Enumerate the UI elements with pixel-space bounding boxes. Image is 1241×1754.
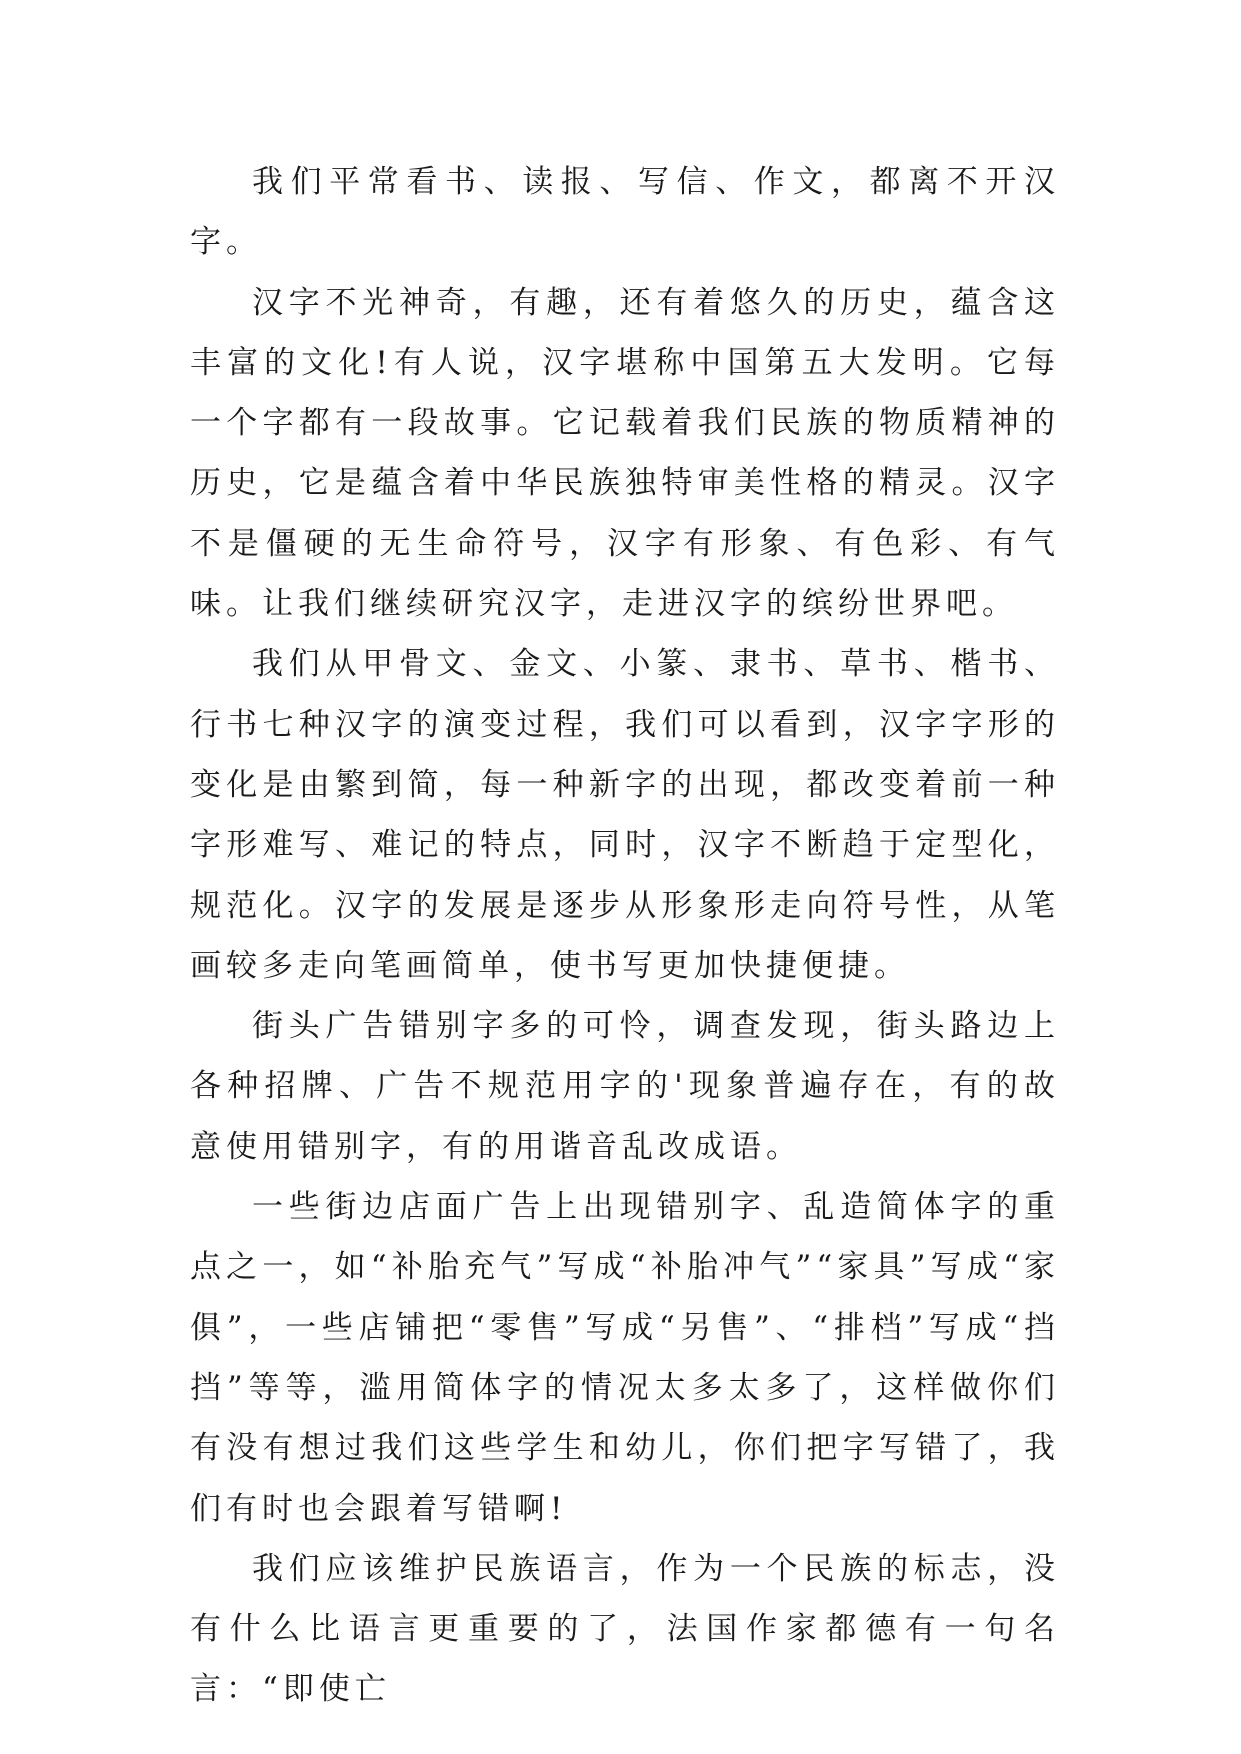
paragraph-1: 我们平常看书、读报、写信、作文，都离不开汉字。 — [190, 164, 1060, 261]
paragraph-5: 一些街边店面广告上出现错别字、乱造简体字的重点之一，如“补胎充气”写成“补胎冲气”“家具”写成“家俱”，一些店铺把“零售”写成“另售”、“排档”写成“挡挡”等等，滥用简体字的情况太多太多了，这样做你们有没有想过我们这些学生和幼儿，你们把字写错了，我们有时也会跟着写错啊! — [190, 1189, 1060, 1527]
paragraph-3: 我们从甲骨文、金文、小篆、隶书、草书、楷书、行书七种汉字的演变过程，我们可以看到，汉字字形的变化是由繁到简，每一种新字的出现，都改变着前一种字形难写、难记的特点，同时，汉字不断趋于定型化，规范化。汉字的发展是逐步从形象形走向符号性，从笔画较多走向笔画简单，使书写更加快捷便捷。 — [190, 646, 1060, 984]
paragraph-2: 汉字不光神奇，有趣，还有着悠久的历史，蕴含这丰富的文化!有人说，汉字堪称中国第五大发明。它每一个字都有一段故事。它记载着我们民族的物质精神的历史，它是蕴含着中华民族独特审美性格的精灵。汉字不是僵硬的无生命符号，汉字有形象、有色彩、有气味。让我们继续研究汉字，走进汉字的缤纷世界吧。 — [190, 284, 1060, 623]
paragraph-4: 街头广告错别字多的可怜，调查发现，街头路边上各种招牌、广告不规范用字的'现象普遍存在，有的故意使用错别字，有的用谐音乱改成语。 — [190, 1008, 1060, 1165]
paragraph-6: 我们应该维护民族语言，作为一个民族的标志，没有什么比语言更重要的了，法国作家都德有一句名言：“即使亡 — [190, 1550, 1060, 1708]
essay-body — [190, 152, 1060, 1720]
